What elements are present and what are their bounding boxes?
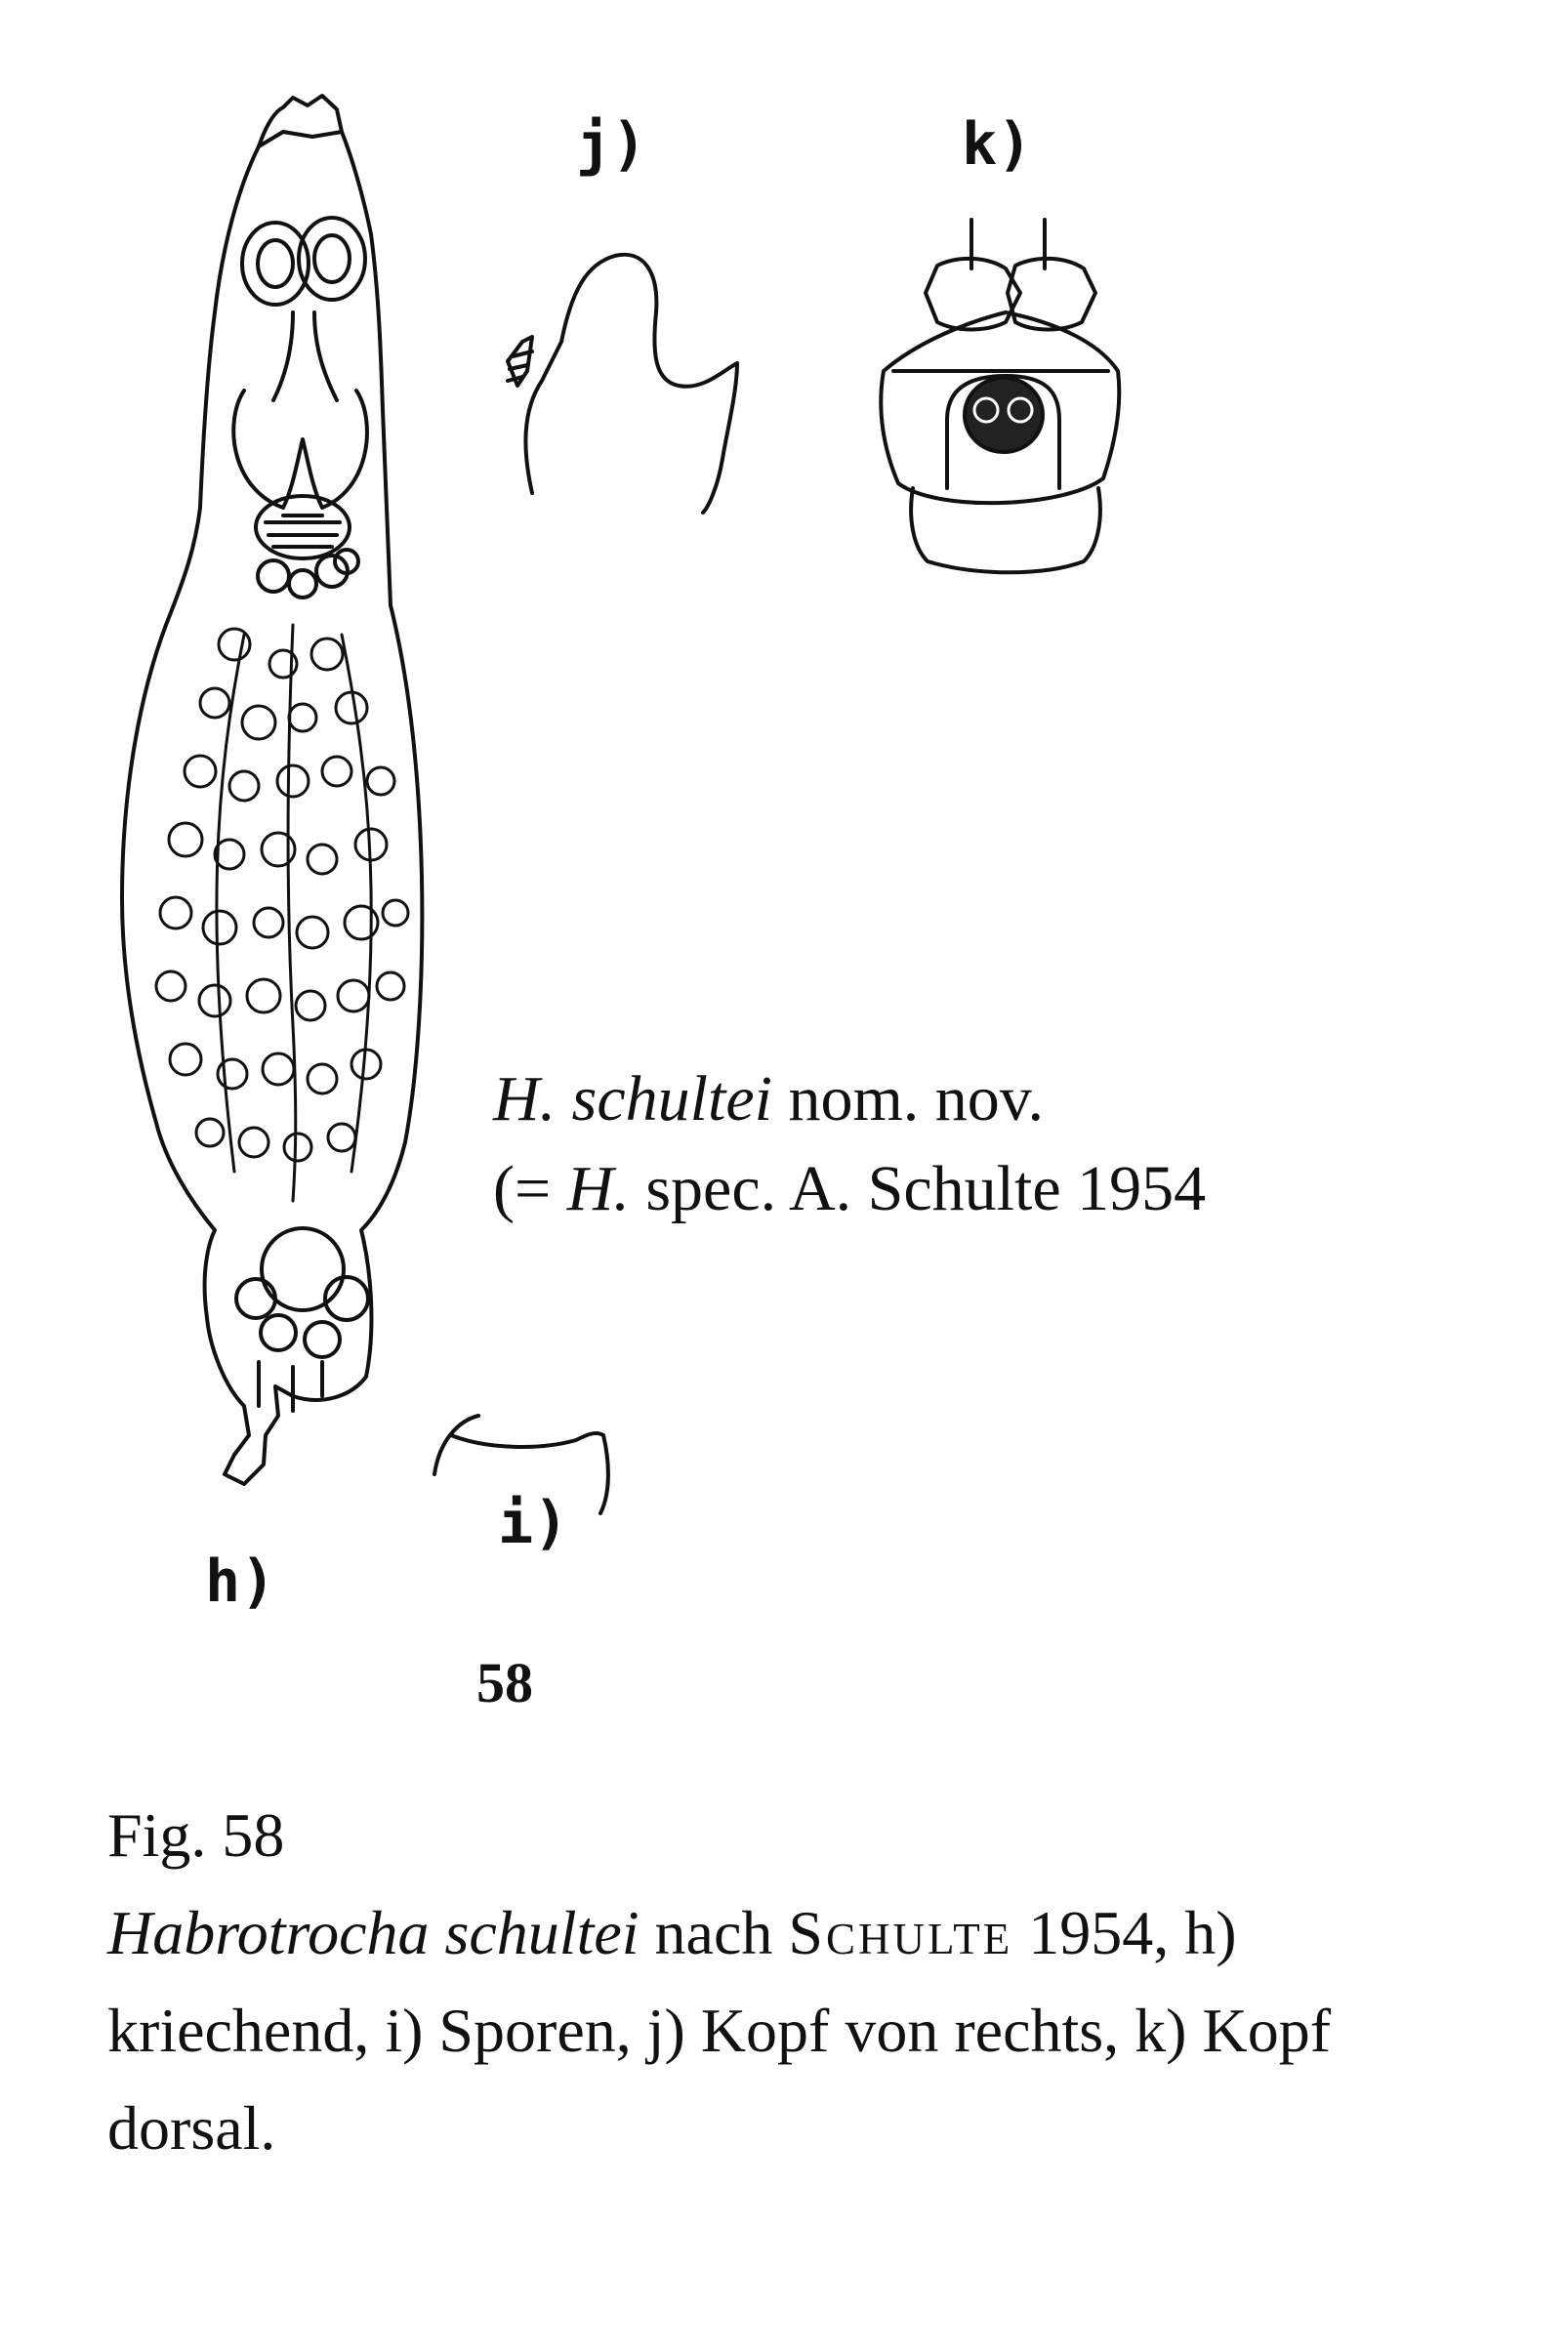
species-note-line-1	[493, 1054, 1206, 1144]
synonym-rest: spec. A. Schulte 1954	[645, 1153, 1207, 1224]
synonym-open: (=	[493, 1153, 552, 1224]
species-status: nom. nov.	[788, 1063, 1045, 1135]
caption-taxon: Habrotrocha schultei	[107, 1898, 640, 1967]
caption-panels: h) kriechend, i) Sporen, j) Kopf von rechts, k) Kopf dorsal.	[107, 1898, 1331, 2163]
caption-body	[107, 1884, 1474, 2177]
rotifer-body-drawing	[122, 96, 422, 1484]
figure-caption	[107, 1787, 1474, 2177]
caption-fig-label: Fig. 58	[107, 1800, 285, 1870]
species-note-line-2	[493, 1144, 1206, 1234]
panel-label-i: i)	[498, 1489, 569, 1557]
species-genus: H.	[493, 1063, 557, 1135]
caption-after-taxon: nach	[654, 1898, 773, 1967]
panel-label-j: j)	[576, 110, 647, 179]
head-right-view-drawing	[508, 255, 737, 513]
species-note	[493, 1054, 1206, 1234]
figure-number: 58	[476, 1651, 533, 1714]
species-epithet: schultei	[571, 1063, 772, 1135]
panel-label-h: h)	[205, 1547, 276, 1616]
synonym-genus: H.	[566, 1153, 630, 1224]
caption-author: Schulte	[788, 1898, 1013, 1967]
head-dorsal-view-drawing	[881, 220, 1119, 572]
panel-label-k: k)	[962, 110, 1033, 179]
caption-year: 1954,	[1028, 1898, 1170, 1967]
body-granules-pattern	[156, 625, 408, 1201]
